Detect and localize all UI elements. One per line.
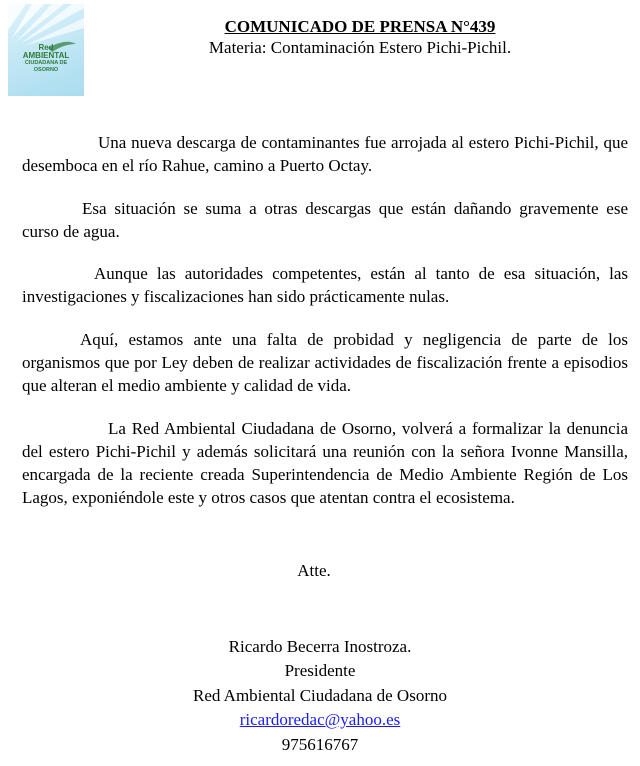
logo-line-3: CIUDADANA DE <box>24 60 68 66</box>
email-link[interactable]: ricardoredac@yahoo.es <box>239 710 401 729</box>
signature-organization: Red Ambiental Ciudadana de Osorno <box>192 686 447 705</box>
body-paragraph-1: Una nueva descarga de contaminantes fue arrojada al estero Pichi-Pichil, que desemboca en el río Rahue, camino a Puerto Octay. <box>22 133 628 175</box>
closing-salutation: Atte. <box>297 561 331 580</box>
signature-email-line <box>0 710 640 730</box>
body-paragraph-2: Esa situación se suma a otras descargas que están dañando gravemente ese curso de agua. <box>22 199 628 241</box>
body-paragraph-4: Aquí, estamos ante una falta de probidad y negligencia de parte de los organismos que por Ley deben de realizar actividades de fiscalización frente a episodios que alteran el medio ambiente y calidad de vida. <box>22 330 628 395</box>
body-paragraph-3: Aunque las autoridades competentes, están al tanto de esa situación, las investigaciones y fiscalizaciones han sido prácticamente nulas. <box>22 264 628 306</box>
signature-role: Presidente <box>284 661 356 680</box>
organization-logo <box>8 4 84 96</box>
signature-phone: 975616767 <box>281 735 359 754</box>
press-release-subject: Materia: Contaminación Estero Pichi-Pichil. <box>208 38 512 57</box>
press-release-title: COMUNICADO DE PRENSA N°439 <box>224 17 496 36</box>
logo-line-1: Red <box>38 43 54 52</box>
logo-line-4: OSORNO <box>33 67 59 73</box>
signature-name: Ricardo Becerra Inostroza. <box>228 637 412 656</box>
body-paragraph-5: La Red Ambiental Ciudadana de Osorno, volverá a formalizar la denuncia del estero Pichi-Pichil y además solicitará una reunión con la señora Ivonne Mansilla, encargada de la reciente creada Superintendencia de Medio Ambiente Región de Los Lagos, exponiéndole este y otros casos que atentan contra el ecosistema. <box>22 419 628 507</box>
logo-wordmark <box>10 44 82 74</box>
logo-line-2: AMBIENTAL <box>22 51 70 60</box>
